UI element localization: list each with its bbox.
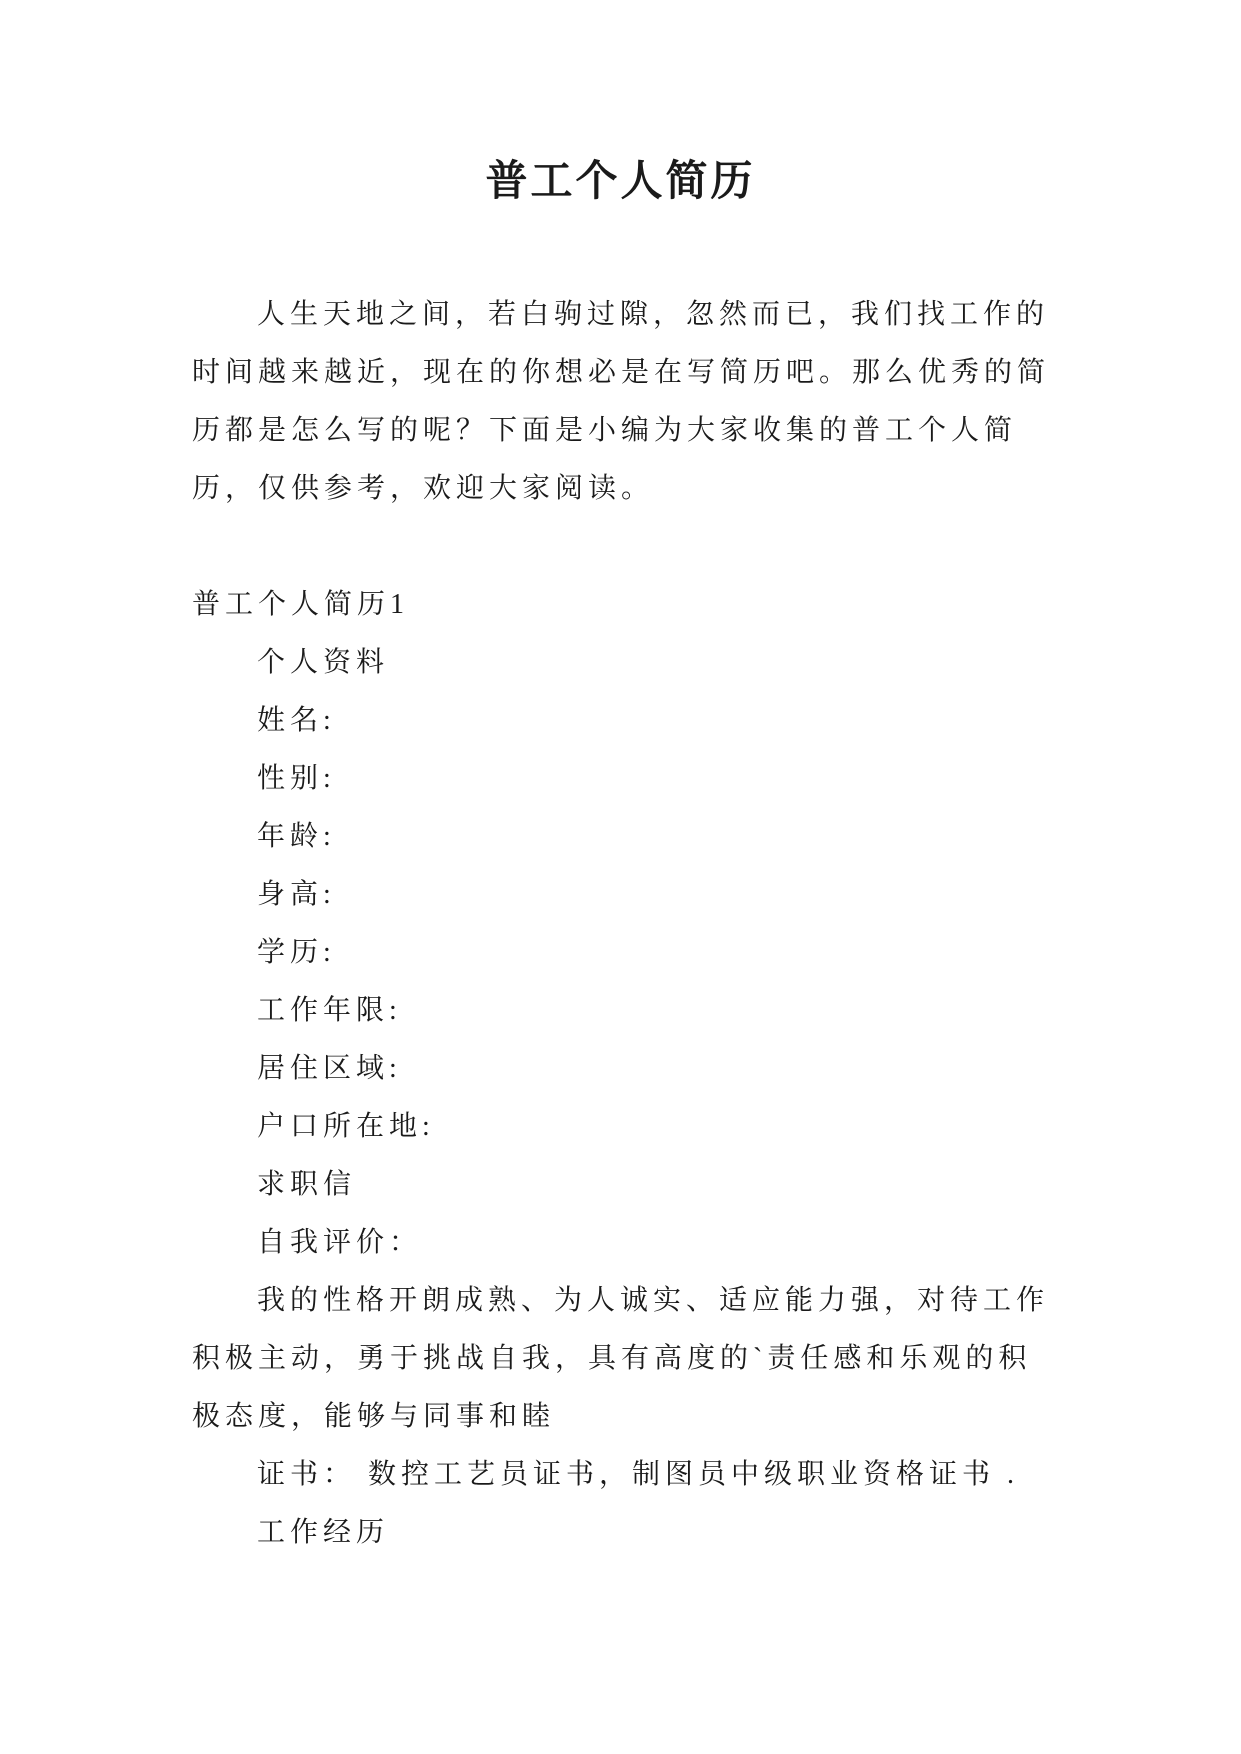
field-residence-label: 居住区域: <box>257 1053 402 1084</box>
document-body <box>192 286 1052 1562</box>
self-evaluation-line: 极态度，能够与同事和睦 <box>192 1401 556 1432</box>
field-age-label: 年龄: <box>257 821 336 852</box>
intro-line: 时间越来越近，现在的你想必是在写简历吧。那么优秀的简 <box>192 357 1051 388</box>
self-evaluation-heading: 自我评价： <box>257 1227 423 1258</box>
profile-heading: 个人资料 <box>257 647 390 678</box>
paragraph-spacer <box>192 518 1052 576</box>
intro-line: 历都是怎么写的呢？下面是小编为大家收集的普工个人简 <box>192 415 1018 446</box>
self-evaluation-line: 积极主动，勇于挑战自我，具有高度的`责任感和乐观的积 <box>192 1343 1032 1374</box>
page-title: 普工个人简历 <box>485 159 756 205</box>
field-gender-label: 性别: <box>257 763 336 794</box>
field-height-label: 身高: <box>257 879 336 910</box>
field-work-years-label: 工作年限: <box>257 995 402 1026</box>
field-education-label: 学历: <box>257 937 336 968</box>
intro-line: 人生天地之间，若白驹过隙，忽然而已，我们找工作的 <box>257 299 1050 330</box>
field-name-label: 姓名: <box>257 705 336 736</box>
certificate-line: 证书： 数控工艺员证书，制图员中级职业资格证书 . <box>257 1459 1020 1490</box>
intro-line: 历，仅供参考，欢迎大家阅读。 <box>192 473 655 504</box>
self-evaluation-line: 我的性格开朗成熟、为人诚实、适应能力强，对待工作 <box>257 1285 1050 1316</box>
cover-letter-heading: 求职信 <box>257 1169 357 1200</box>
work-history-heading: 工作经历 <box>257 1517 390 1548</box>
field-hukou-label: 户口所在地: <box>257 1111 435 1142</box>
section-heading: 普工个人简历1 <box>192 589 410 620</box>
